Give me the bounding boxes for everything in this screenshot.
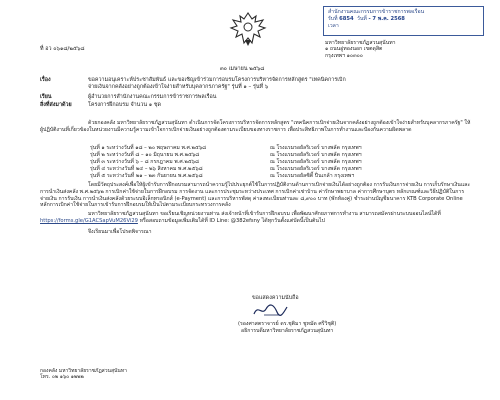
body-paragraph: ด้วยกองคลัง มหาวิทยาลัยราชภัฏสวนสุนันทา ดำเนินการจัดโครงการบริหารจัดการหลักสูตร "เทคนิคการเบิกจ่ายเงินจากคลังอย่างถูกต้องเข้าใจง่ายสำหรับบุคลากรภาครัฐ" ให้ผู้ปฏิบัติงานที่เกี่ยวข้องในหน่วยงานมีความรู้ความเข้าใจการเบิกจ่ายเงินอย่างถูกต้องตามระเบียบของทางราชการ เพื่อประสิทธิภาพในการทำงานและป้องกันความผิดพลาด bbox=[40, 120, 471, 133]
subject-line: จ่ายเงินจากคลังอย่างถูกต้องเข้าใจง่ายสำหรับบุคลากรภาครัฐ" รุ่นที่ ๑ – รุ่นที่ ๖ bbox=[88, 84, 269, 90]
round-venue: ณ โรงแรมรอยัลริเวอร์ บางพลัด กรุงเทพฯ bbox=[270, 152, 362, 158]
stamp-line-agency: สำนักงานคณะกรรมการข้าราชการพลเรือน bbox=[328, 9, 425, 15]
stamp-receipt-number: 6854 bbox=[339, 16, 354, 22]
document-number: ที่ อว ๐๖๑๘/๒๕๖๘ bbox=[40, 46, 85, 52]
round-dates: รุ่นที่ ๑ ระหว่างวันที่ ๑๘ – ๒๐ พฤษภาคม พ.ศ.๒๕๖๘ bbox=[90, 145, 207, 151]
to-value: ผู้อำนวยการสำนักงานคณะกรรมการข้าราชการพลเรือน bbox=[88, 94, 217, 100]
round-dates: รุ่นที่ ๕ ระหว่างวันที่ ๒๑ – ๒๓ กันยายน พ.ศ.๒๕๖๘ bbox=[90, 173, 203, 179]
round-venue: ณ โรงแรมรอยัลริเวอร์ บางพลัด กรุงเทพฯ bbox=[270, 159, 362, 165]
university-address bbox=[325, 40, 396, 59]
footer-phone: โทร. ๐๒ ๑๖๐ ๑๒๒๒ bbox=[40, 374, 84, 381]
signer-title: อธิการบดีมหาวิทยาลัยราชภัฏสวนสุนันทา bbox=[240, 327, 334, 334]
receiving-stamp bbox=[323, 6, 484, 36]
address-line: มหาวิทยาลัยราชภัฏสวนสุนันทา bbox=[325, 40, 396, 46]
garuda-emblem bbox=[227, 10, 269, 48]
stamp-line-receipt: รับที่ 6854 วันที่ - 7 พ.ค. 2568 bbox=[328, 16, 405, 22]
footer-department: กองคลัง มหาวิทยาลัยราชภัฏสวนสุนันทา bbox=[40, 368, 127, 374]
stamp-receipt-date: - 7 พ.ค. 2568 bbox=[368, 16, 405, 22]
body-paragraph: จึงเรียนมาเพื่อโปรดพิจารณา bbox=[88, 228, 152, 235]
to-label: เรียน bbox=[40, 94, 52, 100]
address-line: ๑ ถนนอู่ทองนอก เขตดุสิต bbox=[325, 46, 383, 53]
round-venue: ณ โรงแรมรอยัลริเวอร์ บางพลัด กรุงเทพฯ bbox=[270, 166, 362, 172]
subject-line: ขอความอนุเคราะห์ประชาสัมพันธ์ และขอเชิญเข้าร่วมการอบรมโครงการบริหารจัดการหลักสูตร "เทคนิคการเบิก bbox=[88, 77, 346, 83]
round-dates: รุ่นที่ ๓ ระหว่างวันที่ ๖ – ๘ กรกฎาคม พ.ศ.๒๕๖๘ bbox=[90, 159, 199, 165]
document-date: ๓๐ เมษายน ๒๕๖๘ bbox=[220, 66, 265, 72]
enclosure-label: สิ่งที่ส่งมาด้วย bbox=[40, 102, 72, 108]
signer-block bbox=[238, 321, 336, 334]
round-venue: ณ โรงแรมรอยัลซิตี้ ปิ่นเกล้า กรุงเทพฯ bbox=[270, 173, 355, 179]
subject-label: เรื่อง bbox=[40, 77, 51, 83]
signer-name: (รองศาสตราจารย์ ดร.ชุติมา ชูหมัด ศรีวิชุติ) bbox=[238, 321, 337, 327]
address-line: กรุงเทพฯ ๑๐๓๐๐ bbox=[325, 52, 363, 59]
closing-phrase: ขอแสดงความนับถือ bbox=[252, 295, 299, 301]
body-paragraph: โดยมีวัตถุประสงค์เพื่อให้ผู้เข้ารับการฝึกอบรมสามารถนำความรู้ไปประยุกต์ใช้ในการปฏิบัติงานด้านการเบิกจ่ายเงินได้อย่างถูกต้อง การรับเงินการจ่ายเงิน การเก็บรักษาเงินและการนำเงินส่งคลัง พ.ศ.๒๕๖๒ การเบิกค่าใช้จ่ายในการฝึกอบรม การจัดงาน และการประชุมระหว่างประเทศ การเบิกค่าเช่าบ้าน ค่ารักษาพยาบาล ค่าการศึกษาบุตร หลักเกณฑ์และวิธีปฏิบัติในการจ่ายเงิน การรับเงิน การนำเงินส่งคลังด้วยระบบอิเล็กทรอนิกส์ (e-Payment) และการบริหารพัสดุ ค่าลงทะเบียนท่านละ ๘,๙๐๐ บาท (พักห้องคู่) ชำระผ่านบัญชีธนาคาร KTB Corporate Online หลักการเบิกค่าใช้จ่ายในการเข้ารับการฝึกอบรมให้เป็นไปตามระเบียบกระทรวงการคลัง bbox=[40, 182, 471, 209]
enclosure-value: โครงการฝึกอบรม จำนวน ๑ ชุด bbox=[88, 102, 162, 108]
round-venue: ณ โรงแรมรอยัลริเวอร์ บางพลัด กรุงเทพฯ bbox=[270, 145, 362, 151]
round-dates: รุ่นที่ ๔ ระหว่างวันที่ ๒๔ – ๒๖ สิงหาคม พ.ศ.๒๕๖๘ bbox=[90, 166, 203, 172]
letter-body-2 bbox=[40, 182, 472, 236]
footer-contact bbox=[40, 368, 127, 381]
registration-link[interactable]: https://forms.gle/G1ACSapVuM26Vi29 bbox=[40, 217, 138, 224]
round-dates: รุ่นที่ ๒ ระหว่างวันที่ ๘ – ๑๐ มิถุนายน พ.ศ.๒๕๖๘ bbox=[90, 152, 200, 158]
signature bbox=[250, 302, 290, 318]
stamp-line-time: เวลา bbox=[328, 23, 339, 29]
letter-body bbox=[40, 120, 472, 135]
body-paragraph: มหาวิทยาลัยราชภัฏสวนสุนันทา ขอเรียนเชิญหน่วยงานท่าน ส่งเจ้าหน้าที่เข้ารับการฝึกอบรม เพื่อพัฒนาศักยภาพการทำงาน สามารถสมัครผ่านระบบออนไลน์ได้ที่ https://forms.gle/G1ACSapVuM26Vi29 หรือสอบถามข้อมูลเพิ่มเติมได้ที่ ID Line: @382efsny ได้ทุกวันตั้งแต่บัดนี้เป็นต้นไป bbox=[40, 211, 441, 224]
